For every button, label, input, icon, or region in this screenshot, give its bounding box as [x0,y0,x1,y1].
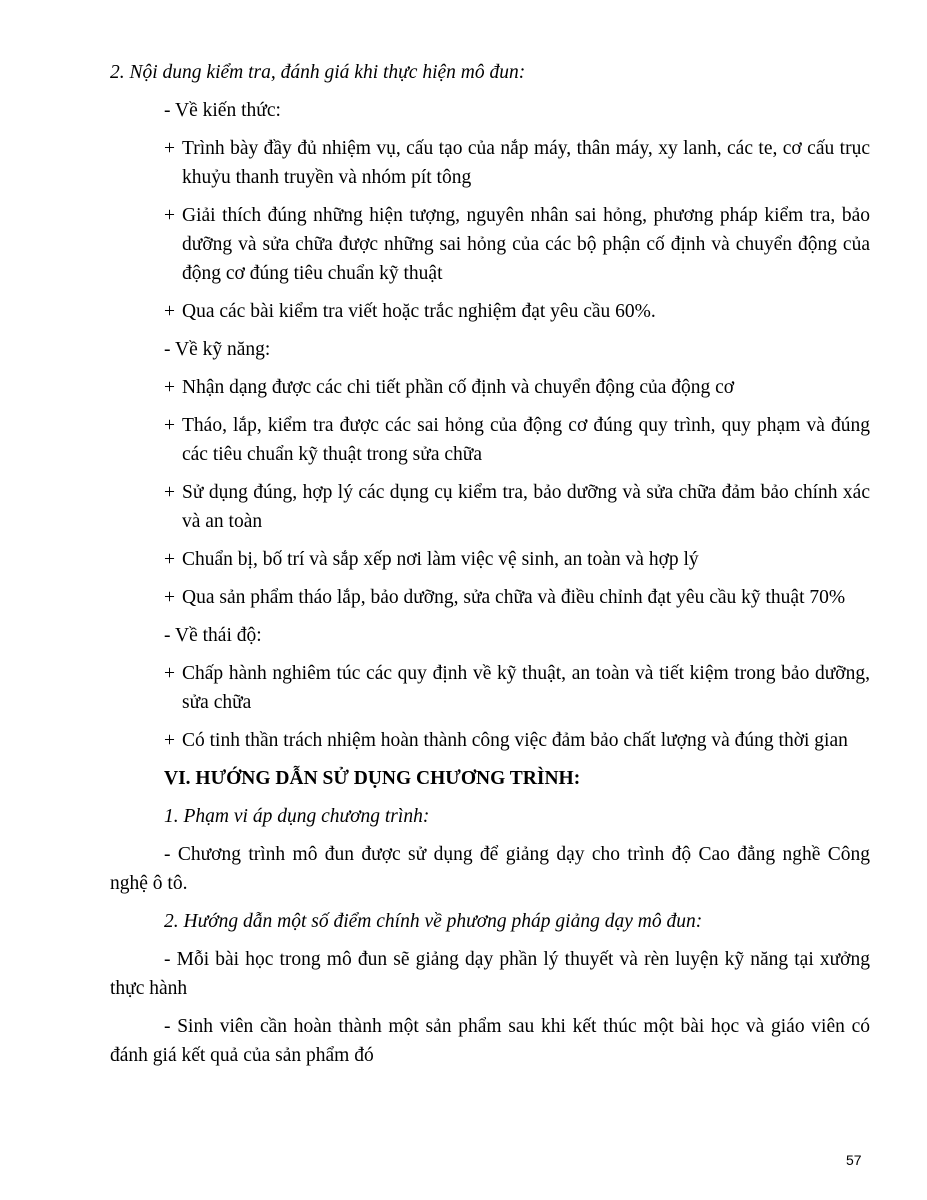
plus-bullet: + [164,415,175,436]
knowledge-item: + Qua các bài kiểm tra viết hoặc trắc nghiệm đạt yêu cầu 60%. [164,297,870,326]
page-body [110,58,870,1079]
skills-item: + Sử dụng đúng, hợp lý các dụng cụ kiểm tra, bảo dưỡng và sửa chữa đảm bảo chính xác và an toàn [164,478,870,536]
skills-item: + Qua sản phẩm tháo lắp, bảo dưỡng, sửa chữa và điều chỉnh đạt yêu cầu kỹ thuật 70% [164,583,870,612]
plus-bullet: + [164,301,175,322]
page-number: 57 [846,1152,862,1168]
section-2-heading: 2. Nội dung kiểm tra, đánh giá khi thực hiện mô đun: [110,62,526,83]
teaching-method-paragraph: - Mỗi bài học trong mô đun sẽ giảng dạy phần lý thuyết và rèn luyện kỹ năng tại xưởng thực hành [110,949,870,999]
plus-bullet: + [164,587,175,608]
skills-item: + Tháo, lắp, kiểm tra được các sai hỏng của động cơ đúng quy trình, quy phạm và đúng các tiêu chuẩn kỹ thuật trong sửa chữa [164,411,870,469]
plus-bullet: + [164,549,175,570]
section-6-title: VI. HƯỚNG DẪN SỬ DỤNG CHƯƠNG TRÌNH: [164,768,581,789]
skills-item: + Chuẩn bị, bố trí và sắp xếp nơi làm việc vệ sinh, an toàn và hợp lý [164,545,870,574]
scope-heading: 1. Phạm vi áp dụng chương trình: [164,806,430,827]
teaching-method-heading: 2. Hướng dẫn một số điểm chính về phương pháp giảng dạy mô đun: [164,911,703,932]
skills-item: + Nhận dạng được các chi tiết phần cố định và chuyển động của động cơ [164,373,870,402]
knowledge-item: + Trình bày đầy đủ nhiệm vụ, cấu tạo của nắp máy, thân máy, xy lanh, các te, cơ cấu trục khuỷu thanh truyền và nhóm pít tông [164,134,870,192]
attitude-item: + Chấp hành nghiêm túc các quy định về kỹ thuật, an toàn và tiết kiệm trong bảo dưỡng, sửa chữa [164,659,870,717]
plus-bullet: + [164,377,175,398]
plus-bullet: + [164,138,175,159]
plus-bullet: + [164,730,175,751]
knowledge-item: + Giải thích đúng những hiện tượng, nguyên nhân sai hỏng, phương pháp kiểm tra, bảo dưỡng và sửa chữa được những sai hỏng của các bộ phận cố định và chuyển động của động cơ đúng tiêu chuẩn kỹ thuật [164,201,870,288]
attitude-item: + Có tinh thần trách nhiệm hoàn thành công việc đảm bảo chất lượng và đúng thời gian [164,726,870,755]
knowledge-label: - Về kiến thức: [164,100,281,121]
skills-label: - Về kỹ năng: [164,339,271,360]
attitude-label: - Về thái độ: [164,625,262,646]
plus-bullet: + [164,205,175,226]
teaching-method-paragraph: - Sinh viên cần hoàn thành một sản phẩm sau khi kết thúc một bài học và giáo viên có đánh giá kết quả của sản phẩm đó [110,1016,870,1066]
plus-bullet: + [164,663,175,684]
plus-bullet: + [164,482,175,503]
scope-paragraph: - Chương trình mô đun được sử dụng để giảng dạy cho trình độ Cao đẳng nghề Công nghệ ô tô. [110,844,870,894]
